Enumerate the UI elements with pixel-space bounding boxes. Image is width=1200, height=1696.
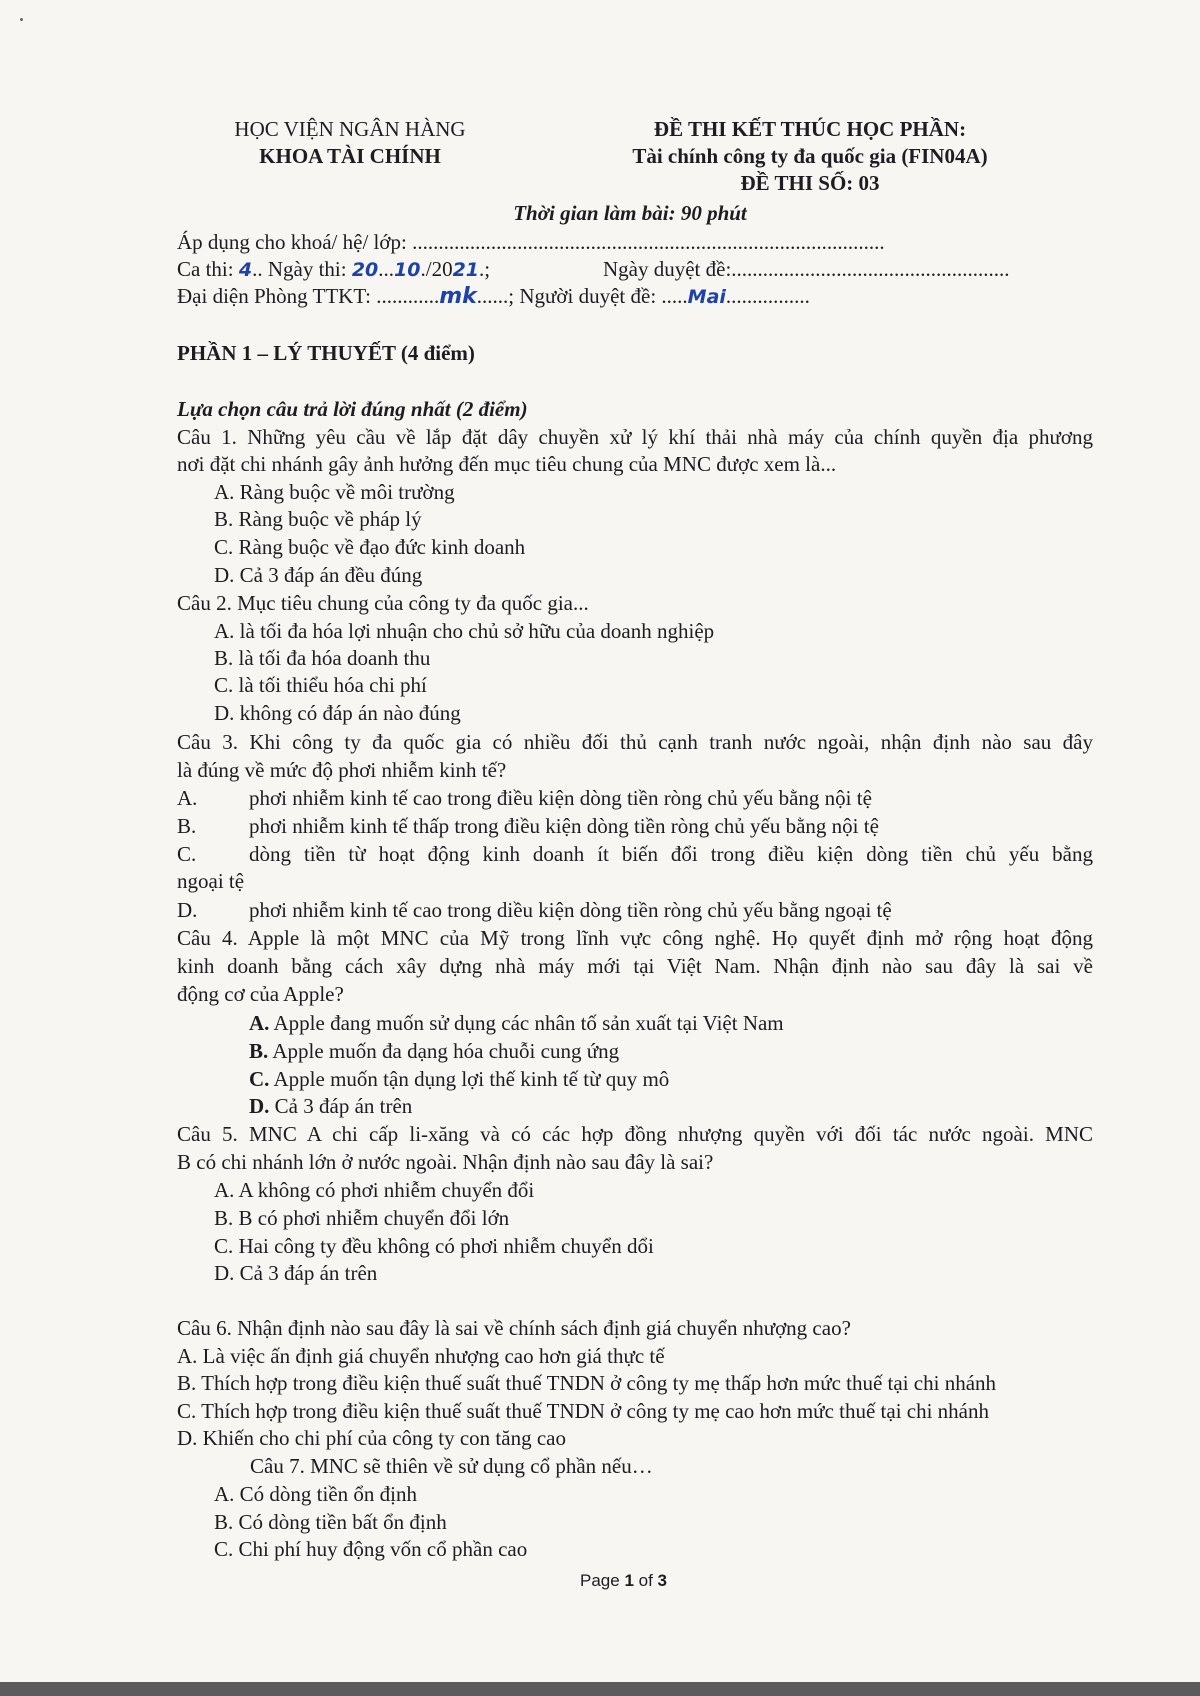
q2-option-c: C. là tối thiểu hóa chi phí <box>214 673 427 697</box>
approval-date-line: Ngày duyệt đề:..................................................... <box>603 257 1010 281</box>
q2-option-d: D. không có đáp án nào đúng <box>214 701 461 725</box>
q3-option-c: dòng tiền từ hoạt động kinh doanh ít biến đổi trong điều kiện dòng tiền chủ yếu bằng <box>249 842 1093 866</box>
q3-option-d: phơi nhiễm kinh tế cao trong diều kiện dòng tiền ròng chủ yếu bằng ngoại tệ <box>249 898 892 922</box>
approver-label: ......; Người duyệt đề: ..... <box>476 284 688 308</box>
shift-dots: .. <box>252 257 263 281</box>
scan-bottom-edge <box>0 1682 1200 1696</box>
q2-option-b: B. là tối đa hóa doanh thu <box>214 646 431 670</box>
representative-signature: mk <box>439 284 477 309</box>
q1-stem-line2: nơi đặt chi nhánh gây ảnh hưởng đến mục tiêu chung của MNC được xem là... <box>177 452 837 476</box>
q6-option-a: A. Là việc ấn định giá chuyển nhượng cao hơn giá thực tế <box>177 1344 665 1368</box>
q3-option-b: phơi nhiễm kinh tế thấp trong điều kiện dòng tiền ròng chủ yếu bằng nội tệ <box>249 814 879 838</box>
institution-name: HỌC VIỆN NGÂN HÀNG <box>234 117 466 141</box>
q5-option-b: B. B có phơi nhiễm chuyển đổi lớn <box>214 1206 510 1230</box>
q3-option-a: phơi nhiễm kinh tế cao trong điều kiện dòng tiền ròng chủ yếu bằng nội tệ <box>249 786 872 810</box>
page-number <box>580 1571 667 1591</box>
q4-option-b <box>249 1037 619 1065</box>
q4-option-d-text: Cả 3 đáp án trên <box>269 1094 413 1118</box>
page-current: 1 <box>624 1571 634 1590</box>
q2-stem: Câu 2. Mục tiêu chung của công ty đa quốc gia... <box>177 591 589 615</box>
representative-label: Đại diện Phòng TTKT: ............ <box>177 284 440 308</box>
q3-option-c-continued: ngoại tệ <box>177 869 245 893</box>
q4-option-a-text: Apple đang muốn sử dụng các nhân tố sản xuất tại Việt Nam <box>269 1011 784 1035</box>
part1-title: PHẦN 1 – LÝ THUYẾT (4 điểm) <box>177 341 475 365</box>
q3-stem-line1: Câu 3. Khi công ty đa quốc gia có nhiều đối thủ cạnh tranh nước ngoài, nhận định nào sau đây <box>177 730 1093 754</box>
q6-stem: Câu 6. Nhận định nào sau đây là sai về chính sách định giá chuyển nhượng cao? <box>177 1316 851 1340</box>
q5-stem-line2: B có chi nhánh lớn ở nước ngoài. Nhận định nào sau đây là sai? <box>177 1150 714 1174</box>
q4-option-b-letter: B. <box>249 1039 269 1063</box>
date-separator: ... <box>378 257 395 281</box>
faculty-name: KHOA TÀI CHÍNH <box>259 144 441 168</box>
part1-subtitle: Lựa chọn câu trả lời đúng nhất (2 điểm) <box>177 397 528 421</box>
applies-to-line: Áp dụng cho khoá/ hệ/ lớp: .......................................................................................... <box>177 230 885 254</box>
date-year-handwritten: 21 <box>452 259 480 281</box>
q5-option-d: D. Cả 3 đáp án trên <box>214 1261 378 1285</box>
q1-option-b: B. Ràng buộc về pháp lý <box>214 507 422 531</box>
q1-stem-line1: Câu 1. Những yêu cầu về lắp đặt dây chuyền xử lý khí thải nhà máy của chính quyền địa phương <box>177 425 1093 449</box>
q7-option-a: A. Có dòng tiền ổn định <box>214 1482 417 1506</box>
q7-option-c: C. Chi phí huy động vốn cổ phần cao <box>214 1537 528 1561</box>
q4-option-d-letter: D. <box>249 1094 270 1118</box>
date-day-handwritten: 20 <box>351 259 379 281</box>
representative-line <box>177 282 810 311</box>
exam-number: ĐỀ THI SỐ: 03 <box>740 171 880 195</box>
exam-duration: Thời gian làm bài: 90 phút <box>513 201 747 225</box>
shift-handwritten: 4 <box>238 259 253 281</box>
q1-option-a: A. Ràng buộc về môi trường <box>214 480 455 504</box>
q4-option-c-text: Apple muốn tận dụng lợi thế kinh tế từ quy mô <box>269 1067 670 1091</box>
q4-option-c-letter: C. <box>249 1067 270 1091</box>
shift-label: Ca thi: <box>177 257 234 281</box>
q7-option-b: B. Có dòng tiền bất ổn định <box>214 1510 447 1534</box>
q3-option-b-letter: B. <box>177 814 197 838</box>
shift-date-line <box>177 255 490 284</box>
q5-option-c: C. Hai công ty đều không có phơi nhiễm chuyển dổi <box>214 1234 654 1258</box>
course-name: Tài chính công ty đa quốc gia (FIN04A) <box>632 144 988 168</box>
q5-stem-line1: Câu 5. MNC A chi cấp li-xăng và có các hợp đồng nhượng quyền với đối tác nước ngoài. MNC <box>177 1122 1093 1146</box>
exam-title: ĐỀ THI KẾT THÚC HỌC PHẦN: <box>653 117 967 141</box>
q4-stem-line1: Câu 4. Apple là một MNC của Mỹ trong lĩnh vực công nghệ. Họ quyết định mở rộng hoạt động <box>177 926 1093 950</box>
q6-option-b: B. Thích hợp trong điều kiện thuế suất thuế TNDN ở công ty mẹ thấp hơn mức thuế tại chi nhánh <box>177 1371 997 1395</box>
page-prefix: Page <box>580 1571 625 1590</box>
date-end: .; <box>479 257 491 281</box>
page-of: of <box>633 1571 658 1590</box>
date-month-handwritten: 10 <box>394 259 421 281</box>
date-separator: ./20 <box>420 257 453 281</box>
q3-option-d-letter: D. <box>177 898 198 922</box>
q4-option-d <box>249 1092 412 1120</box>
approver-signature: Mai <box>687 286 726 308</box>
scan-speck <box>20 18 23 21</box>
q4-option-c <box>249 1065 669 1093</box>
q4-option-a <box>249 1009 784 1037</box>
q3-option-c-letter: C. <box>177 842 197 866</box>
q4-option-a-letter: A. <box>249 1011 270 1035</box>
q2-option-a: A. là tối đa hóa lợi nhuận cho chủ sở hữu của doanh nghiệp <box>214 619 715 643</box>
q4-stem-line3: động cơ của Apple? <box>177 982 344 1006</box>
q1-option-c: C. Ràng buộc về đạo đức kinh doanh <box>214 535 526 559</box>
q7-stem: Câu 7. MNC sẽ thiên về sử dụng cổ phần nếu… <box>250 1454 653 1478</box>
q3-option-a-letter: A. <box>177 786 198 810</box>
q6-option-d: D. Khiến cho chi phí của công ty con tăng cao <box>177 1426 566 1450</box>
q3-stem-line2: là đúng về mức độ phơi nhiễm kinh tế? <box>177 758 507 782</box>
q4-stem-line2: kinh doanh bằng cách xây dựng nhà máy mới tại Việt Nam. Nhận định nào sau đây là sai về <box>177 954 1093 978</box>
q6-option-c: C. Thích hợp trong điều kiện thuế suất thuế TNDN ở công ty mẹ cao hơn mức thuế tại chi nhánh <box>177 1399 990 1423</box>
approver-dots: ................ <box>725 284 810 308</box>
date-label: Ngày thi: <box>267 257 347 281</box>
q1-option-d: D. Cả 3 đáp án đều đúng <box>214 563 423 587</box>
q5-option-a: A. A không có phơi nhiễm chuyển đổi <box>214 1178 535 1202</box>
page-total: 3 <box>657 1571 667 1590</box>
q4-option-b-text: Apple muốn đa dạng hóa chuỗi cung ứng <box>268 1039 620 1063</box>
